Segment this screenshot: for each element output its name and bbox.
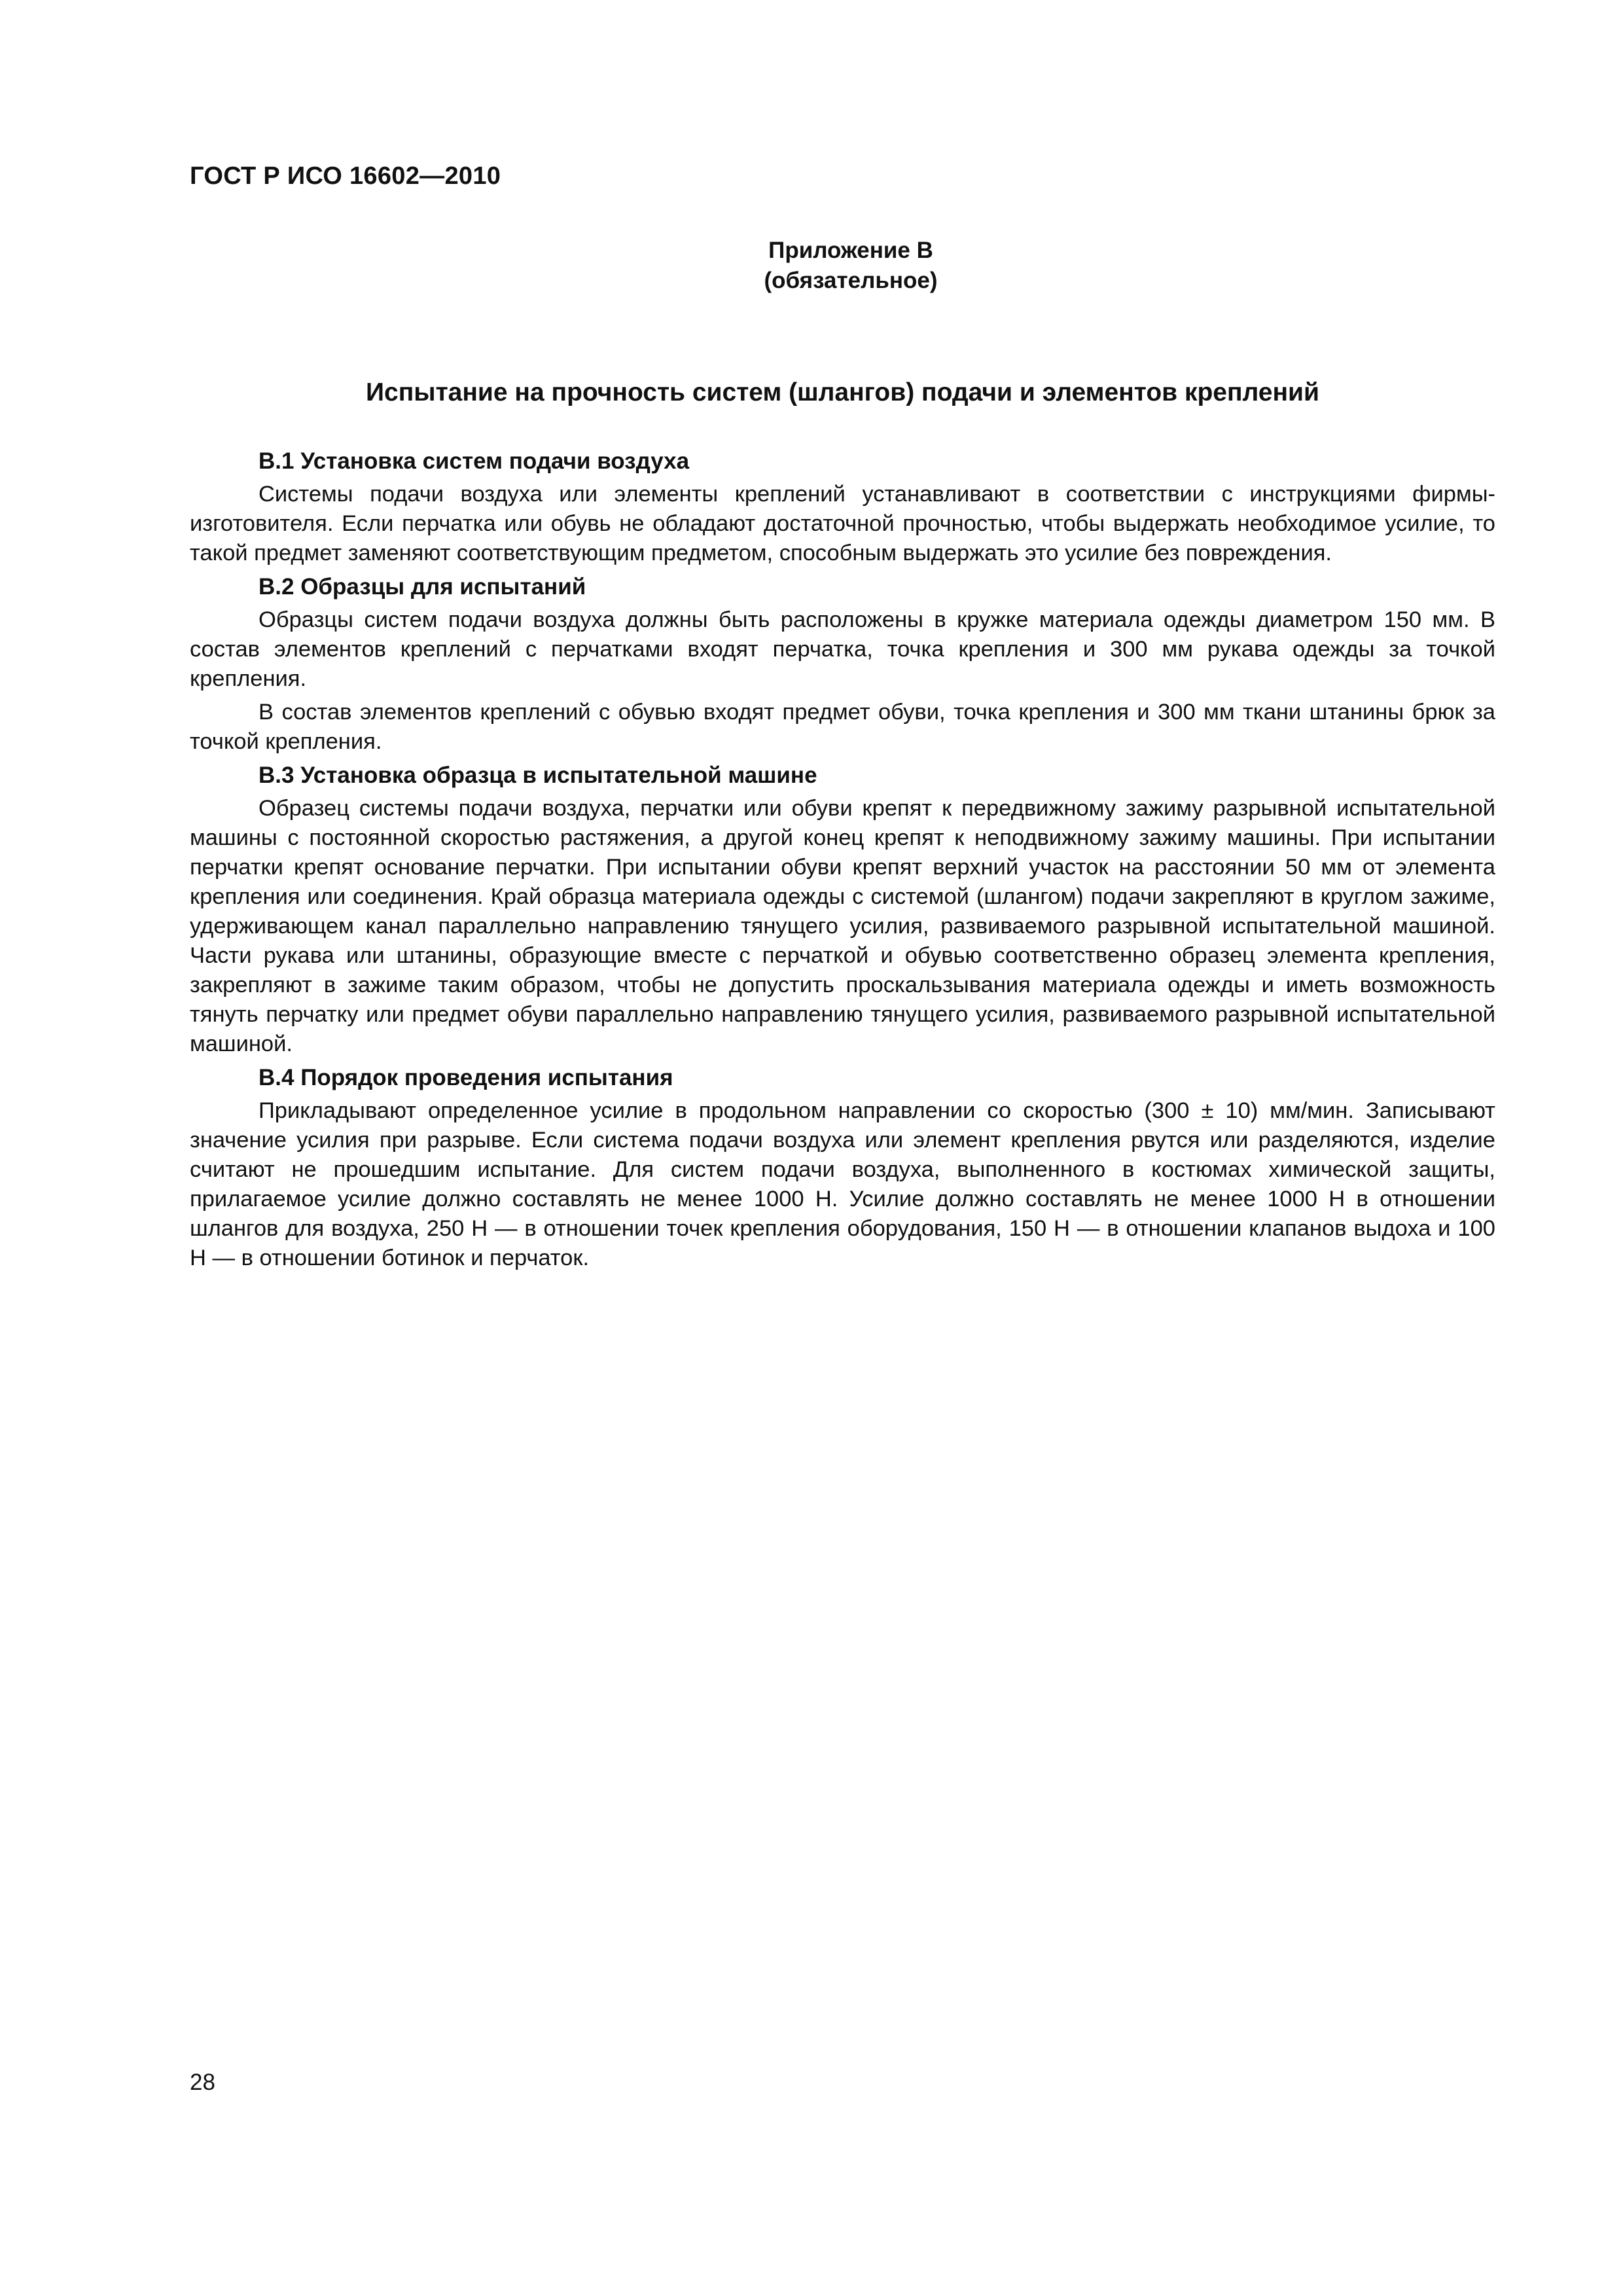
paragraph: Образец системы подачи воздуха, перчатки или обуви крепят к передвижному зажиму разрывной испытательной машины с постоянной скоростью растяжения, а другой конец крепят к неподвижному зажиму машины. При испытании перчатки крепят основание перчатки. При испытании обуви крепят верхний участок на расстоянии 50 мм от элемента крепления или соединения. Край образца материала одежды с системой (шлангом) подачи закрепляют в круглом зажиме, удерживающем канал параллельно направлению тянущего усилия, развиваемого разрывной испытательной машиной. Части рукава или штанины, образующие вместе с перчаткой и обувью соответственно образец элемента крепления, закрепляют в зажиме таким образом, чтобы не допустить проскальзывания материала одежды и иметь возможность тянуть перчатку или предмет обуви параллельно направлению тянущего усилия, развиваемого разрывной испытательной машиной. <box>190 796 1495 1056</box>
section-b2 <box>190 572 1495 757</box>
annex-block <box>654 236 1047 296</box>
annex-content <box>190 446 1495 1277</box>
document-code: ГОСТ Р ИСО 16602—2010 <box>190 162 501 190</box>
section-heading: В.4 Порядок проведения испытания <box>259 1065 673 1090</box>
paragraph: Образцы систем подачи воздуха должны быть расположены в кружке материала одежды диаметром 150 мм. В состав элементов креплений с перчатками входят перчатка, точка крепления и 300 мм рукава одежды за точкой крепления. <box>190 607 1495 691</box>
section-b4 <box>190 1063 1495 1273</box>
page-number: 28 <box>190 2070 215 2095</box>
paragraph: Системы подачи воздуха или элементы креплений устанавливают в соответствии с инструкциями фирмы-изготовителя. Если перчатка или обувь не обладают достаточной прочностью, чтобы выдержать необходимое усилие, то такой предмет заменяют соответствующим предметом, способным выдержать это усилие без повреждения. <box>190 482 1495 565</box>
annex-label: Приложение В <box>768 238 933 263</box>
section-b1 <box>190 446 1495 568</box>
paragraph: В состав элементов креплений с обувью входят предмет обуви, точка крепления и 300 мм ткани штанины брюк за точкой крепления. <box>190 700 1495 754</box>
annex-title: Испытание на прочность систем (шлангов) подачи и элементов креплений <box>366 378 1319 406</box>
section-b3 <box>190 761 1495 1059</box>
annex-status: (обязательное) <box>764 268 938 293</box>
section-heading: В.3 Установка образца в испытательной машине <box>259 762 817 788</box>
section-heading: В.2 Образцы для испытаний <box>259 574 586 600</box>
section-heading: В.1 Установка систем подачи воздуха <box>259 448 690 474</box>
paragraph: Прикладывают определенное усилие в продольном направлении со скоростью (300 ± 10) мм/мин. Записывают значение усилия при разрыве. Если система подачи воздуха или элемент крепления рвутся или разделяются, изделие считают не прошедшим испытание. Для систем подачи воздуха, выполненного в костюмах химической защиты, прилагаемое усилие должно составлять не менее 1000 Н. Усилие должно составлять не менее 1000 Н в отношении шлангов для воздуха, 250 Н — в отношении точек крепления оборудования, 150 Н — в отношении клапанов выдоха и 100 Н — в отношении ботинок и перчаток. <box>190 1098 1495 1270</box>
